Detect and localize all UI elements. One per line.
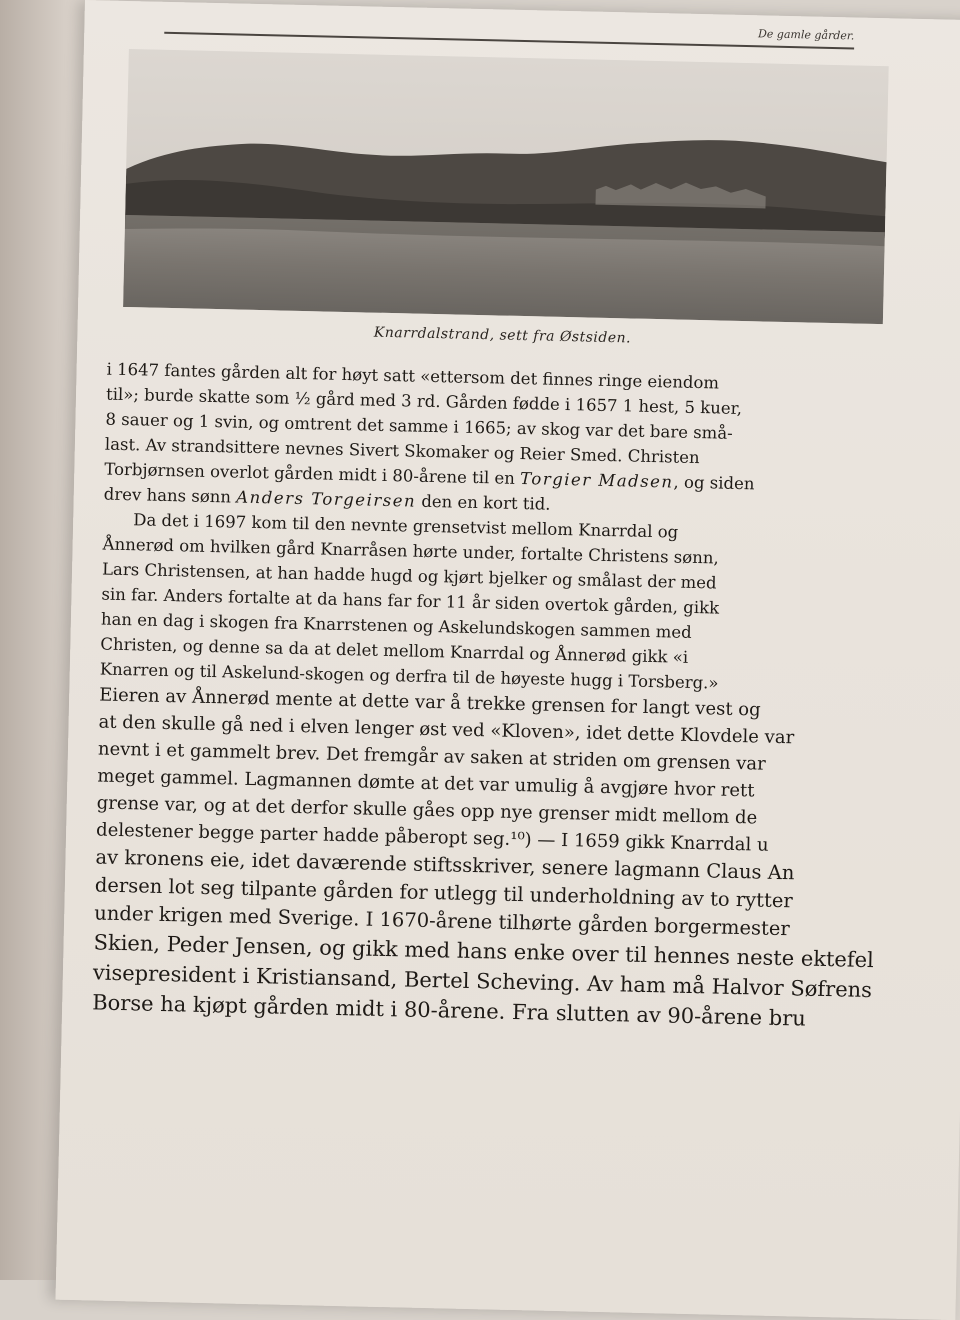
text-line: han en dag i skogen fra Knarrstenen og Askelundskogen sammen med [100, 609, 692, 642]
landscape-photo [123, 49, 889, 324]
book-page [56, 0, 960, 1320]
text-line: meget gammel. Lagmannen dømte at det var umulig å avgjøre hvor rett [97, 765, 755, 802]
text-line: visepresident i Kristiansand, Bertel Scheving. Av ham må Halvor Søfrens [92, 960, 873, 1003]
text-line: Da det i 1697 kom til den nevnte grensetvist mellom Knarrdal og [133, 510, 679, 542]
text-line: Skien, Peder Jensen, og gikk med hans enke over til hennes neste ektefel [93, 930, 875, 973]
text-line: delestener begge parter hadde påberopt seg.¹⁰) — I 1659 gikk Knarrdal u [95, 819, 769, 856]
text-line: i 1647 fantes gården alt for høyt satt «ettersom det finnes ringe eiendom [106, 359, 720, 393]
photo-drawing [123, 49, 889, 324]
text-line: Knarren og til Askelund-skogen og derfra til de høyeste hugg i Torsberg.» [99, 659, 719, 693]
text-line: dersen lot seg tilpante gården for utlegg til underholdning av to rytter [94, 873, 793, 913]
text-line: av kronens eie, idet daværende stiftsskriver, senere lagmann Claus An [95, 845, 795, 885]
text-line: sin far. Anders fortalte at da hans far for 11 år siden overtok gården, gikk [101, 584, 720, 618]
name-torgier-madsen: Torgier Madsen [519, 468, 674, 492]
text-line: til»; burde skatte som ½ gård med 3 rd. Gården fødde i 1657 1 hest, 5 kuer, [105, 384, 743, 419]
text-span: den en kort tid. [421, 491, 551, 514]
text-line: last. Av strandsittere nevnes Sivert Skomaker og Reier Smed. Christen [104, 434, 700, 468]
running-head: De gamle gårder. [757, 27, 855, 43]
photo-caption: Knarrdalstrand, sett fra Østsiden. [373, 324, 632, 347]
text-span: drev hans sønn [103, 484, 232, 507]
text-line: Lars Christensen, at han hadde hugd og kjørt bjelker og smålast der med [101, 559, 717, 593]
text-line: grense var, og at det derfor skulle gåes opp nye grenser midt mellom de [96, 792, 758, 829]
text-line: Christen, og denne sa da at delet mellom Knarrdal og Ånnerød gikk «i [100, 634, 689, 667]
text-line: Ånnerød om hvilken gård Knarråsen hørte under, fortalte Christens sønn, [102, 534, 719, 568]
text-line: Eieren av Ånnerød mente at dette var å trekke grensen for langt vest og [98, 684, 761, 721]
text-line: under krigen med Sverige. I 1670-årene tilhørte gården borgermester [94, 901, 791, 941]
body-text [92, 357, 937, 1037]
text-line: at den skulle gå ned i elven lenger øst ved «Kloven», idet dette Klovdele var [98, 711, 795, 749]
text-line: Borse ha kjøpt gården midt i 80-årene. Fra slutten av 90-årene bru [91, 990, 807, 1031]
name-anders-torgeirsen: Anders Torgeirsen [236, 487, 417, 511]
text-span: , og siden [673, 472, 755, 494]
text-line: nevnt i et gammelt brev. Det fremgår av saken at striden om grensen var [97, 738, 766, 775]
text-span: Torbjørnsen overlot gården midt i 80-årene til en [104, 459, 516, 488]
text-line: 8 sauer og 1 svin, og omtrent det samme i 1665; av skog var det bare små- [105, 409, 733, 443]
